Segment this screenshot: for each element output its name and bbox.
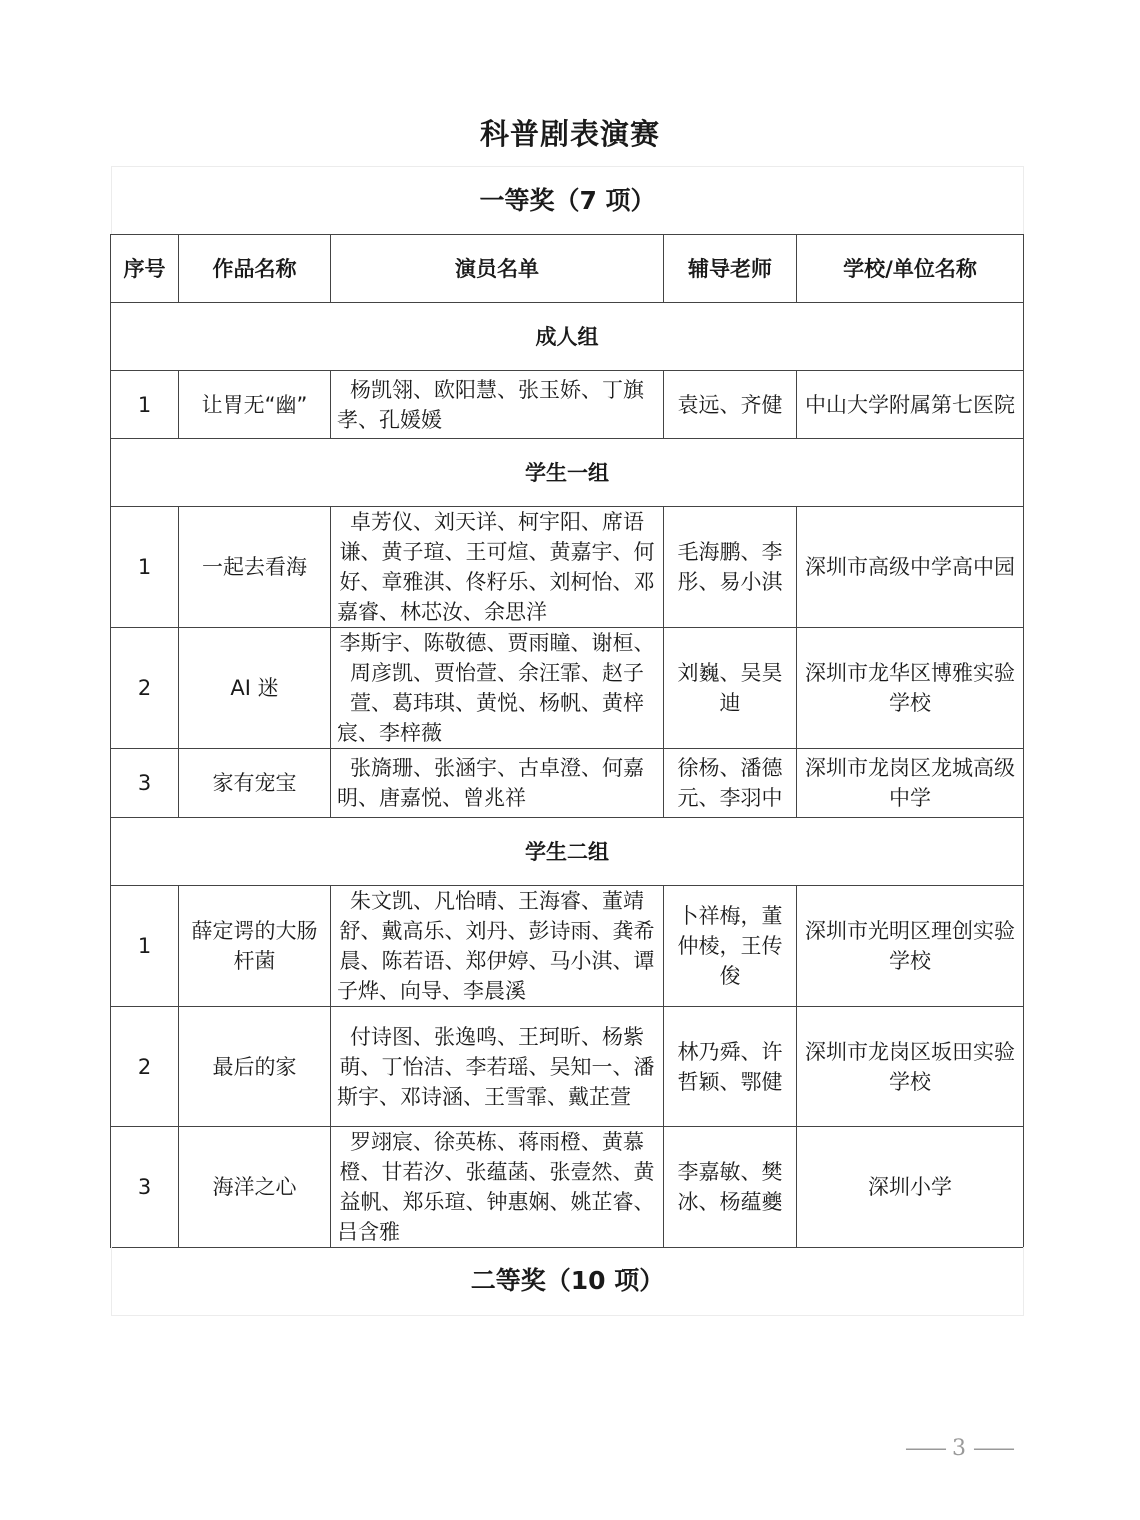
row-actors: 杨凯翎、欧阳慧、张玉娇、丁旗孝、孔媛媛 (331, 371, 664, 439)
row-work: 让胃无“幽” (179, 371, 331, 439)
table-row (111, 1127, 1024, 1248)
row-actors: 付诗图、张逸鸣、王珂昕、杨紫萌、丁怡洁、李若瑶、吴知一、潘斯宇、邓诗涵、王雪霏、戴芷萱 (331, 1007, 664, 1127)
group-row (111, 818, 1024, 886)
row-actors: 罗翊宸、徐英栋、蒋雨橙、黄慕橙、甘若汐、张蕴菡、张壹然、黄益帆、郑乐瑄、钟惠娴、姚芷睿、吕含雅 (331, 1127, 664, 1248)
page-number (905, 1436, 1013, 1461)
table-row (111, 507, 1024, 628)
row-no: 2 (111, 1007, 179, 1127)
row-actors: 卓芳仪、刘天详、柯宇阳、席语谦、黄子瑄、王可煊、黄嘉宇、何好、章雅淇、佟籽乐、刘柯怡、邓嘉睿、林芯汝、余思洋 (331, 507, 664, 628)
table-row (111, 628, 1024, 749)
table-row (111, 371, 1024, 439)
row-school: 深圳市龙华区博雅实验学校 (797, 628, 1024, 749)
table-row (111, 749, 1024, 818)
page-number-value: 3 (952, 1436, 966, 1461)
row-no: 3 (111, 1127, 179, 1248)
second-prize-heading: 二等奖（10 项） (111, 1247, 1024, 1316)
row-work: AI 迷 (179, 628, 331, 749)
header-no: 序号 (111, 235, 179, 303)
group-row (111, 439, 1024, 507)
row-work: 薛定谔的大肠杆菌 (179, 886, 331, 1007)
row-school: 深圳市龙岗区坂田实验学校 (797, 1007, 1024, 1127)
first-prize-heading: 一等奖（7 项） (111, 166, 1024, 235)
row-work: 一起去看海 (179, 507, 331, 628)
table-header-row (111, 235, 1024, 303)
row-school: 深圳市龙岗区龙城高级中学 (797, 749, 1024, 818)
page-title: 科普剧表演赛 (479, 117, 660, 151)
row-actors: 张旖珊、张涵宇、古卓澄、何嘉明、唐嘉悦、曾兆祥 (331, 749, 664, 818)
group-name: 学生一组 (111, 439, 1024, 507)
header-work: 作品名称 (179, 235, 331, 303)
row-work: 最后的家 (179, 1007, 331, 1127)
row-work: 海洋之心 (179, 1127, 331, 1248)
row-no: 1 (111, 886, 179, 1007)
row-tutors: 李嘉敏、樊冰、杨蕴夔 (664, 1127, 797, 1248)
row-tutors: 刘巍、吴昊迪 (664, 628, 797, 749)
row-no: 1 (111, 371, 179, 439)
row-no: 1 (111, 507, 179, 628)
row-school: 深圳市光明区理创实验学校 (797, 886, 1024, 1007)
row-tutors: 卜祥梅，董仲棱，王传俊 (664, 886, 797, 1007)
group-name: 成人组 (111, 303, 1024, 371)
header-actors: 演员名单 (331, 235, 664, 303)
row-school: 深圳市高级中学高中园 (797, 507, 1024, 628)
row-tutors: 毛海鹏、李彤、易小淇 (664, 507, 797, 628)
table-row (111, 886, 1024, 1007)
header-tutors: 辅导老师 (664, 235, 797, 303)
row-no: 3 (111, 749, 179, 818)
row-actors: 朱文凯、凡怡晴、王海睿、董靖舒、戴高乐、刘丹、彭诗雨、龚希晨、陈若语、郑伊婷、马小淇、谭子烨、向导、李晨溪 (331, 886, 664, 1007)
page-number-dash-right: —— (973, 1436, 1013, 1461)
row-tutors: 徐杨、潘德元、李羽中 (664, 749, 797, 818)
row-tutors: 袁远、齐健 (664, 371, 797, 439)
row-school: 中山大学附属第七医院 (797, 371, 1024, 439)
row-work: 家有宠宝 (179, 749, 331, 818)
row-no: 2 (111, 628, 179, 749)
row-actors: 李斯宇、陈敬德、贾雨瞳、谢桓、周彦凯、贾怡萱、余汪霏、赵子萱、葛玮琪、黄悦、杨帆、黄梓宸、李梓薇 (331, 628, 664, 749)
awards-table (110, 234, 1024, 1248)
page-number-dash-left: —— (905, 1436, 945, 1461)
row-school: 深圳小学 (797, 1127, 1024, 1248)
header-school: 学校/单位名称 (797, 235, 1024, 303)
row-tutors: 林乃舜、许哲颖、鄂健 (664, 1007, 797, 1127)
group-row (111, 303, 1024, 371)
group-name: 学生二组 (111, 818, 1024, 886)
table-row (111, 1007, 1024, 1127)
